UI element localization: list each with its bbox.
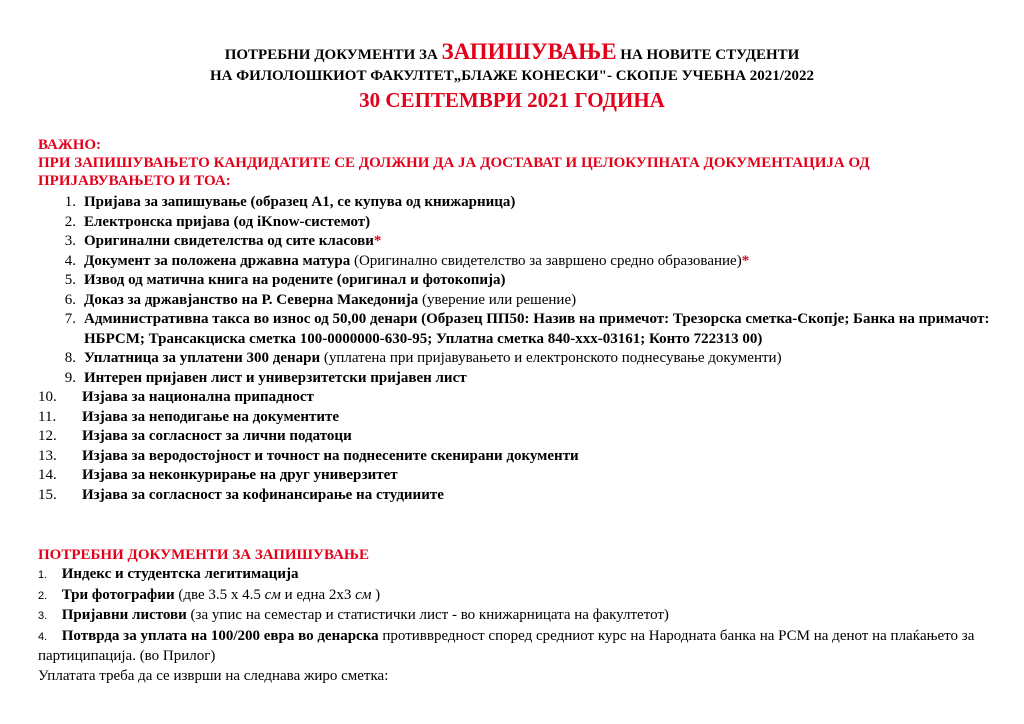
item-number: 8. [64,350,76,366]
item-number: 9. [64,369,76,386]
item-number: 7. [64,311,76,327]
item-text [84,310,998,349]
list-item [38,627,998,667]
item-number: 10. [38,389,57,405]
item-bold-text: Оригинални свидетелства од сите класови [84,233,374,249]
item-bold-text: Електронска пријава (од iKnow-системот) [84,213,371,230]
required-documents-list [38,193,998,505]
item-text: и една 2х3 [280,586,356,603]
list-item [38,232,998,252]
item-text [82,466,998,486]
list-item [38,213,998,233]
item-number: 3. [38,610,48,622]
item-text: противвредност според средниот курс на Народната банка на РСМ на денот на плаќањето за партиципација. (во Прилог) [38,627,975,664]
unit-text: см [355,586,372,603]
item-text: (две 3.5 х 4.5 [174,586,265,603]
item-bold-text: Уплатница за уплатени 300 денари [84,350,321,366]
header-date: 30 СЕПТЕМВРИ 2021 ГОДИНА [359,88,665,112]
item-normal-text: (уверение или решение) [418,291,577,308]
list-item [38,291,998,311]
item-text [82,486,998,506]
item-number: 2. [38,589,48,602]
item-text: ) [371,586,381,603]
list-item [38,486,998,506]
list-item [38,369,998,389]
important-notice [38,136,998,190]
item-text [84,193,998,213]
header-line-1 [0,40,1024,67]
payment-line: Уплатата треба да се изврши на следнава жиро сметка: [38,667,389,684]
item-number: 14. [38,467,57,483]
item-normal-text: (Оригинално свидетелство за завршено средно образование) [350,252,742,269]
item-number: 1. [38,569,48,581]
item-bold-text: Индекс и студентска легитимација [61,566,299,582]
item-bold-text: Пријава за запишување (образец А1, се купува од книжарница) [84,194,516,210]
list-item [38,447,998,467]
item-number: 4. [38,630,48,643]
list-item [38,408,998,428]
item-text [82,447,998,467]
required-mark: * [373,233,382,249]
enrollment-documents-section [38,546,998,686]
header-suffix: НА НОВИТЕ СТУДЕНТИ [620,47,800,63]
item-text [82,388,998,408]
list-item [38,565,998,586]
list-item [38,193,998,213]
item-number: 4. [64,252,76,269]
list-item [38,310,998,349]
item-text [82,427,998,447]
item-text [84,369,998,389]
item-text [82,408,998,428]
header-prefix: ПОТРЕБНИ ДОКУМЕНТИ ЗА [224,47,438,63]
item-bold-text: Пријавни листови [61,607,187,623]
item-number: 12. [38,428,57,444]
item-number: 13. [38,447,57,464]
item-number: 2. [64,213,76,230]
section-title: ПОТРЕБНИ ДОКУМЕНТИ ЗА ЗАПИШУВАЊЕ [38,547,369,563]
item-text [84,232,998,252]
list-item [38,271,998,291]
list-item [38,606,998,627]
item-bold-text: Три фотографии [61,586,175,603]
item-bold-text: Документ за положена државна матура [84,252,351,269]
item-text [84,291,998,311]
item-bold-text: Изјава за веродостојност и точност на поднесените скенирани документи [82,447,579,464]
item-text [84,252,998,272]
important-text: ПРИ ЗАПИШУВАЊЕТО КАНДИДАТИТЕ СЕ ДОЛЖНИ ДА ЈА ДОСТАВАТ И ЦЕЛОКУПНАТА ДОКУМЕНТАЦИЈА ОД ПРИЈАВУВАЊЕТО И ТОА: [38,155,870,189]
list-item [38,586,998,607]
item-number: 15. [38,486,57,503]
item-bold-text: Изјава за неконкурирање на друг универзитет [82,467,398,483]
item-bold-text: Изјава за национална припадност [82,389,314,405]
item-number: 5. [64,272,76,288]
list-item [38,388,998,408]
item-bold-text: Изјава за согласност за кофинансирање на студииите [82,486,444,503]
list-item [38,466,998,486]
important-label: ВАЖНО: [38,137,102,153]
required-mark: * [741,252,750,269]
item-number: 1. [64,194,76,210]
item-bold-text: Извод од матична книга на родените (оригинал и фотокопија) [84,272,506,288]
item-text [84,213,998,233]
item-text [84,349,998,369]
item-normal-text: (уплатена при пријавувањето и електронското поднесување документи) [320,350,782,366]
item-text: (за упис на семестар и статистички лист - во книжарницата на факултетот) [186,607,669,623]
header-highlight: ЗАПИШУВАЊЕ [441,39,617,64]
header-line-2: НА ФИЛОЛОШКИОТ ФАКУЛТЕТ„БЛАЖЕ КОНЕСКИ"- СКОПЈЕ УЧЕБНА 2021/2022 [210,68,814,84]
unit-text: см [264,586,281,603]
list-item [38,427,998,447]
item-text [84,271,998,291]
item-bold-text: Административна такса во износ од 50,00 денари (Образец ПП50: Назив на примечот: Трезорска сметка-Скопје; Банка на примачот: НБРСМ; Трансакциска сметка 100-0000000-630-95; Уплатна сметка 840-ххх-03161; Конто 722313 00) [84,311,990,347]
item-number: 11. [38,408,57,425]
list-item [38,349,998,369]
item-bold-text: Изјава за неподигање на документите [82,408,339,425]
item-bold-text: Интерен пријавен лист и универзитетски пријавен лист [84,369,467,386]
item-bold-text: Изјава за согласност за лични податоци [82,428,352,444]
item-number: 3. [64,233,76,249]
item-bold-text: Потврда за уплата на 100/200 евра во денарска [61,627,379,644]
item-bold-text: Доказ за државјанство на Р. Северна Македонија [84,291,419,308]
document-header [0,40,1024,113]
list-item [38,252,998,272]
item-number: 6. [64,291,76,308]
